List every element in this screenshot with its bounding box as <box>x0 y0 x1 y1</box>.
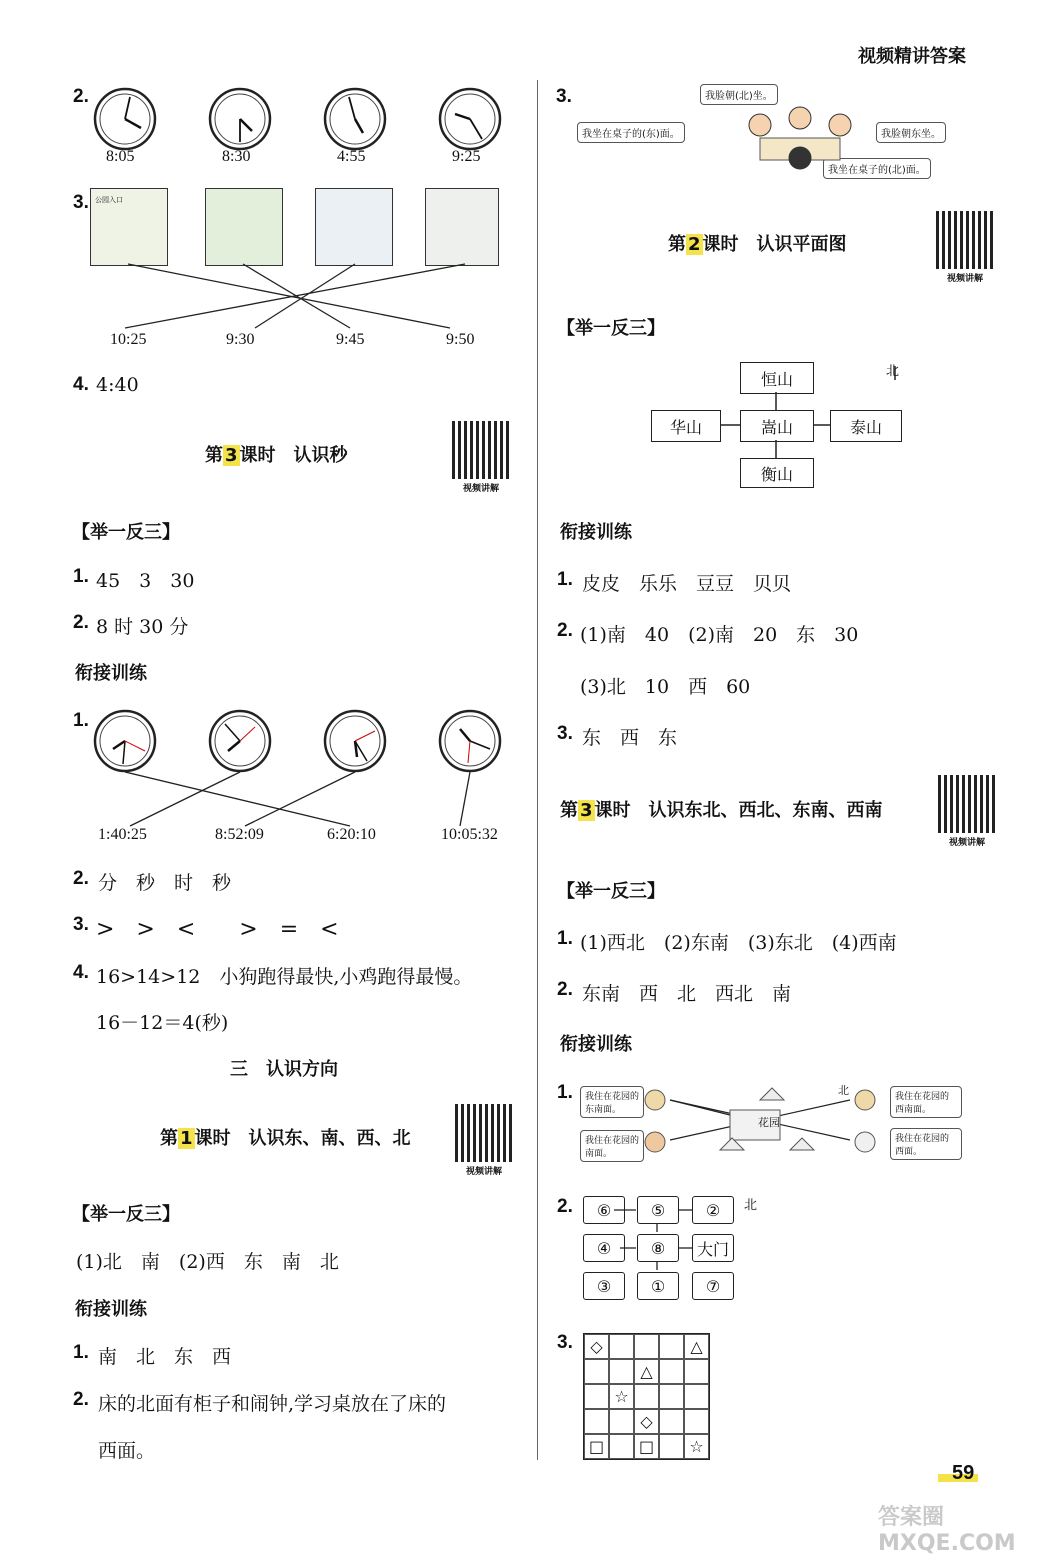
lesson-title: 第 3 课时 认识东北、西北、东南、西南 <box>560 800 883 821</box>
grid-cell: ◇ <box>634 1409 659 1434</box>
b3-answer: > > < > = < <box>96 917 339 942</box>
e1-label: 1. <box>557 928 573 949</box>
d2-label: 2. <box>557 620 573 641</box>
grid-cell <box>609 1359 634 1384</box>
clock-icon <box>325 89 385 149</box>
grid-cell <box>659 1334 684 1359</box>
speech-bubble: 我住在花园的西南面。 <box>890 1086 962 1118</box>
lesson-title: 第 3 课时 认识秒 <box>205 445 348 466</box>
f1-label: 1. <box>557 1082 573 1103</box>
grid-cell <box>634 1334 659 1359</box>
q4-answer: 4:40 <box>96 374 139 396</box>
grid-cell <box>584 1384 609 1409</box>
north-label: 北 <box>744 1198 758 1213</box>
lesson-title: 第 1 课时 认识东、南、西、北 <box>160 1128 411 1149</box>
e2-label: 2. <box>557 979 573 1000</box>
b2-answer: 分 秒 时 秒 <box>98 872 232 894</box>
garden-label: 花园 <box>758 1116 780 1129</box>
q2-time-3: 4:55 <box>337 148 366 165</box>
grid-cell: □ <box>634 1434 659 1459</box>
d1-label: 1. <box>557 569 573 590</box>
p1-answer: 45 3 30 <box>96 570 195 592</box>
b1-clocks <box>90 706 530 778</box>
clock-icon <box>440 89 500 149</box>
grid-cell: ⑥ <box>583 1196 625 1224</box>
grid-cell <box>634 1384 659 1409</box>
scene-picture-4 <box>425 188 499 266</box>
grid-cell: ④ <box>583 1234 625 1262</box>
grid-cell <box>659 1434 684 1459</box>
b1-time-2: 8:52:09 <box>215 826 264 843</box>
grid-cell <box>684 1409 709 1434</box>
grid-cell: ⑦ <box>692 1272 734 1300</box>
grid-cell: ⑧ <box>637 1234 679 1262</box>
map-box-top: 恒山 <box>740 362 814 394</box>
d2-answer-2: (3)北 10 西 60 <box>580 676 751 698</box>
shape-grid <box>583 1333 710 1460</box>
scene-picture-1 <box>90 188 168 266</box>
practice-heading: 【举一反三】 <box>72 1204 180 1225</box>
d2-answer: (1)南 40 (2)南 20 东 30 <box>580 624 859 646</box>
e2-answer: 东南 西 北 西北 南 <box>582 983 792 1005</box>
grid-cell <box>609 1334 634 1359</box>
b1-label: 1. <box>73 710 89 731</box>
grid-cell: △ <box>684 1334 709 1359</box>
clock-icon <box>440 711 500 771</box>
grid-cell: 大门 <box>692 1234 734 1262</box>
grid-cell <box>609 1434 634 1459</box>
f3-label: 3. <box>557 1332 573 1353</box>
header-title: 视频精讲答案 <box>858 46 966 67</box>
b1-time-3: 6:20:10 <box>327 826 376 843</box>
grid-cell: ① <box>637 1272 679 1300</box>
speech-bubble: 我住在花园的西面。 <box>890 1128 962 1160</box>
grid-cell <box>684 1384 709 1409</box>
q2-time-1: 8:05 <box>106 148 135 165</box>
q3-time-4: 9:50 <box>446 331 475 348</box>
qr-code[interactable]: 视频讲解 <box>936 211 994 284</box>
b3-label: 3. <box>73 914 89 935</box>
q2-time-4: 9:25 <box>452 148 481 165</box>
bridge-heading: 衔接训练 <box>75 1299 147 1320</box>
p1-label: 1. <box>73 566 89 587</box>
b4-answer: 16>14>12 小狗跑得最快,小鸡跑得最慢。 <box>96 966 473 988</box>
d3-label: 3. <box>557 723 573 744</box>
north-label: 北 <box>838 1084 849 1097</box>
speech-bubble: 我住在花园的东南面。 <box>580 1086 644 1118</box>
north-label: 北 <box>886 364 900 379</box>
speech-bubble: 我脸朝东坐。 <box>876 122 946 143</box>
qr-code[interactable]: 视频讲解 <box>938 775 996 848</box>
e1-answer: (1)西北 (2)东南 (3)东北 (4)西南 <box>580 932 897 954</box>
q2-time-2: 8:30 <box>222 148 251 165</box>
practice-heading: 【举一反三】 <box>557 318 665 339</box>
grid-cell <box>584 1359 609 1384</box>
grid-cell: ② <box>692 1196 734 1224</box>
p2-answer: 8 时 30 分 <box>96 616 189 638</box>
children-at-table-illustration <box>740 100 860 180</box>
grid-cell: ③ <box>583 1272 625 1300</box>
practice-heading: 【举一反三】 <box>72 522 180 543</box>
grid-cell <box>659 1384 684 1409</box>
bridge-heading: 衔接训练 <box>75 663 147 684</box>
p2-label: 2. <box>73 612 89 633</box>
qr-code[interactable]: 视频讲解 <box>455 1104 513 1177</box>
b1-time-4: 10:05:32 <box>441 826 498 843</box>
grid-cell <box>609 1409 634 1434</box>
grid-cell: △ <box>634 1359 659 1384</box>
q4-label: 4. <box>73 374 89 395</box>
unit-title: 三 认识方向 <box>230 1059 338 1080</box>
c1-answer: 南 北 东 西 <box>98 1346 232 1368</box>
map-box-right: 泰山 <box>830 410 902 442</box>
grid-cell: ☆ <box>684 1434 709 1459</box>
c1-label: 1. <box>73 1342 89 1363</box>
q3-time-2: 9:30 <box>226 331 255 348</box>
clock-icon <box>210 89 270 149</box>
speech-bubble: 我坐在桌子的(北)面。 <box>823 158 931 179</box>
watermark: 答案圈 MXQE.COM <box>878 1505 1016 1556</box>
practice2-answer: (1)北 南 (2)西 东 南 北 <box>76 1251 339 1273</box>
q3-time-1: 10:25 <box>110 331 147 348</box>
practice-heading: 【举一反三】 <box>557 881 665 902</box>
grid-cell: ◇ <box>584 1334 609 1359</box>
r3-label: 3. <box>556 86 572 107</box>
b4-label: 4. <box>73 962 89 983</box>
grid-cell <box>684 1359 709 1384</box>
clock-icon <box>210 711 270 771</box>
grid-cell <box>659 1359 684 1384</box>
c2-label: 2. <box>73 1389 89 1410</box>
clock-icon <box>95 89 155 149</box>
c2-answer: 床的北面有柜子和闹钟,学习桌放在了床的 <box>98 1393 447 1415</box>
speech-bubble: 我脸朝(北)坐。 <box>700 84 778 105</box>
b1-match-lines <box>80 770 520 830</box>
column-divider <box>537 80 538 1460</box>
grid-cell: ⑤ <box>637 1196 679 1224</box>
grid-cell: □ <box>584 1434 609 1459</box>
map-box-left: 华山 <box>651 410 721 442</box>
b2-label: 2. <box>73 868 89 889</box>
scene-picture-2 <box>205 188 283 266</box>
bridge-heading: 衔接训练 <box>560 1034 632 1055</box>
grid-cell <box>659 1409 684 1434</box>
page-number: 59 <box>952 1462 975 1484</box>
lesson-title: 第 2 课时 认识平面图 <box>668 234 847 255</box>
park-gate-sign: 公园入口 <box>95 196 123 204</box>
q3-match-lines <box>80 262 520 332</box>
speech-bubble: 我住在花园的南面。 <box>580 1130 644 1162</box>
q3-time-3: 9:45 <box>336 331 365 348</box>
f2-label: 2. <box>557 1196 573 1217</box>
bridge-heading: 衔接训练 <box>560 522 632 543</box>
clock-icon <box>325 711 385 771</box>
qr-code[interactable]: 视频讲解 <box>452 421 510 494</box>
b1-time-1: 1:40:25 <box>98 826 147 843</box>
scene-picture-3 <box>315 188 393 266</box>
b4-answer-2: 16－12＝4(秒) <box>96 1012 229 1034</box>
map-box-bottom: 衡山 <box>740 458 814 488</box>
q2-label: 2. <box>73 86 89 107</box>
clock-icon <box>95 711 155 771</box>
c2-answer-2: 西面。 <box>98 1440 156 1462</box>
grid-cell <box>584 1409 609 1434</box>
q3-label: 3. <box>73 192 89 213</box>
grid-cell: ☆ <box>609 1384 634 1409</box>
map-box-center: 嵩山 <box>740 410 814 442</box>
d1-answer: 皮皮 乐乐 豆豆 贝贝 <box>582 573 792 595</box>
d3-answer: 东 西 东 <box>582 727 678 749</box>
speech-bubble: 我坐在桌子的(东)面。 <box>577 122 685 143</box>
